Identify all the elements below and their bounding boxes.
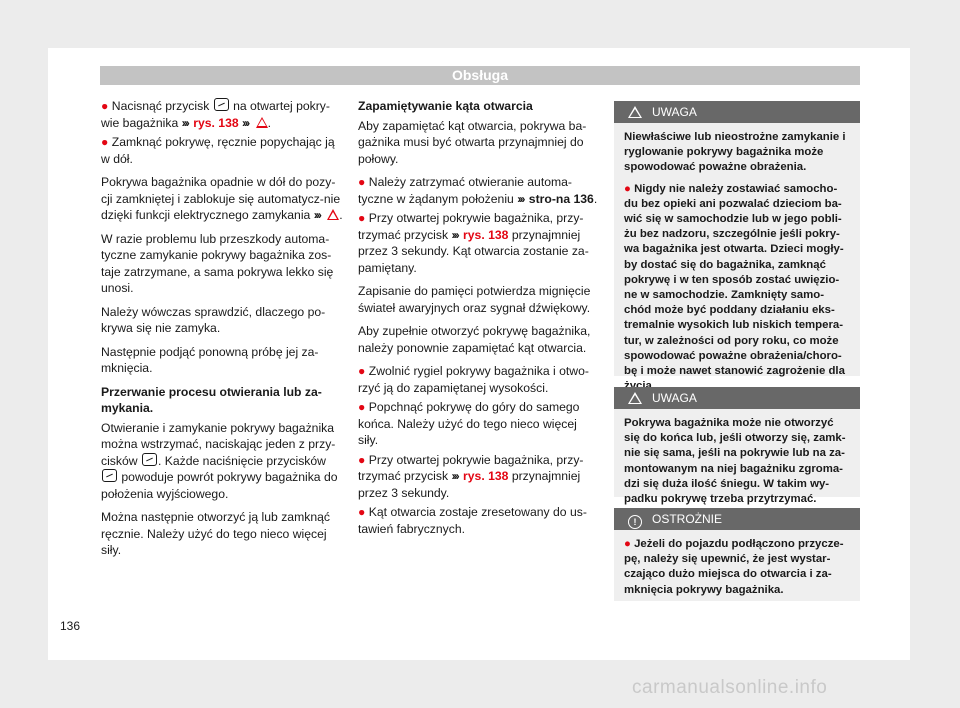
tailgate-button-icon [142, 453, 157, 466]
caution-box [614, 508, 860, 601]
tailgate-button-icon [102, 469, 117, 482]
page-number: 136 [60, 619, 81, 633]
warning-box-body: Niewłaściwe lub nieostrożne zamykanie i ryglowanie pokrywy bagażnika może spowodować poważne obrażenia. ● Nigdy nie należy zostawiać samocho-du bez opieki ani pozwalać dzieciom ba-wić się w samochodzie lub w jego pobli-żu bez nadzoru, szczególnie jeśli pokry-wa bagażnika jest otwarta. Dzieci mogły-by dostać się do bagażnika, zamknąć pokrywę i w ten sposób zostać uwięzio-ne w samochodzie. Zamknięty samo-chód może być poddany działaniu eks-tremalnie wysokich lub niskich tempera-tur, w zależności od pory roku, co może spowodować poważne obrażenia/choro-bę i może nawet stanowić zagrożenie dla [624, 131, 846, 378]
paragraph: Należy wówczas sprawdzić, dlaczego po-krywa się nie zamyka. [101, 304, 326, 335]
paragraph: Następnie podjąć ponowną próbę jej za-mknięcia. [101, 344, 319, 375]
warning-box-header: UWAGA [614, 101, 860, 123]
bullet-icon: ● [358, 505, 366, 519]
caution-box-body: ● Jeżeli do pojazdu podłączono przycze-pę, należy się upewnić, że jest wystar-czająco dużo miejsca do otwarcia i za-mknięcia pokrywy bagażnika. [624, 538, 844, 596]
arrow-icon: ››› [451, 227, 458, 242]
paragraph: W razie problemu lub przeszkody automa-tyczne zamykanie pokrywy bagażnika zos-taje zatrzymane, a sama pokrywa lekko się unosi. [101, 231, 334, 295]
arrow-icon: ››› [451, 469, 458, 483]
column-left [101, 98, 343, 566]
caution-box-header: ! OSTROŻNIE [614, 508, 860, 530]
warning-icon [327, 209, 339, 220]
bullet-icon: ● [358, 400, 366, 414]
bullet-icon: ● [358, 364, 366, 378]
arrow-icon: ››› [242, 115, 249, 130]
arrow-icon: ››› [517, 191, 524, 206]
subheading: Przerwanie procesu otwierania lub za-mykania. [101, 384, 322, 415]
warning-box-body: Pokrywa bagażnika może nie otworzyć się do końca lub, jeśli otworzy się, zamk-nie się sama, jeśli na pokrywie lub na za-montowanym na niej bagażniku zgroma-dzi się duża ilość śniegu. W takim wy-padku pokrywę trzeba przytrzymać. [624, 417, 846, 506]
list-item: ● Kąt otwarcia zostaje zresetowany do us-tawień fabrycznych. [358, 505, 587, 536]
warning-box-header: UWAGA [614, 387, 860, 409]
figure-link[interactable]: rys. 138 [463, 469, 509, 483]
bullet-icon: ● [358, 175, 366, 189]
arrow-icon: ››› [181, 115, 188, 130]
warning-icon [628, 392, 642, 404]
list-item: ● Zwolnić rygiel pokrywy bagażnika i otwo-rzyć ją do zapamiętanej wysokości. [358, 364, 589, 395]
list-item: ● Należy zatrzymać otwieranie automa-tyczne w żądanym położeniu ››› stro-na 136. [358, 175, 598, 206]
figure-link[interactable]: rys. 138 [193, 115, 239, 130]
section-header: Obsługa [100, 66, 860, 85]
paragraph: Zapisanie do pamięci potwierdza mignięcie świateł awaryjnych oraz sygnał dźwiękowy. [358, 284, 591, 315]
watermark: carmanualsonline.info [632, 677, 828, 698]
bullet-icon: ● [358, 452, 366, 467]
paragraph: Pokrywa bagażnika opadnie w dół do pozy-cji zamkniętej i zablokuje się automatycz-nie dzięki funkcji elektrycznego zamykania ››› . [101, 175, 343, 222]
list-item: ● Nacisnąć przycisk na otwartej pokry-wie bagażnika ››› rys. 138 ››› . [101, 99, 330, 130]
bullet-icon: ● [101, 135, 109, 149]
bullet-icon: ● [358, 211, 366, 225]
list-item: ● Przy otwartej pokrywie bagażnika, przy-trzymać przycisk ››› rys. 138 przynajmniej przez 3 sekundy. Kąt otwarcia zostanie za-pamiętany. [358, 211, 589, 275]
bullet-icon: ● [101, 99, 109, 113]
bullet-icon: ● [624, 538, 631, 550]
arrow-icon: ››› [313, 208, 320, 222]
subheading: Zapamiętywanie kąta otwarcia [358, 99, 533, 113]
column-middle [358, 98, 600, 544]
bullet-icon: ● [624, 182, 631, 195]
page-link[interactable]: stro-na 136 [528, 191, 594, 206]
paragraph: Aby zapamiętać kąt otwarcia, pokrywa ba-gażnika musi być otwarta przynajmniej do połowy. [358, 118, 587, 166]
paragraph: Aby zupełnie otworzyć pokrywę bagażnika, należy ponownie zapamiętać kąt otwarcia. [358, 324, 591, 355]
warning-box [614, 387, 860, 506]
tailgate-button-icon [214, 98, 229, 111]
warning-box [614, 101, 860, 376]
list-item: ● Zamknąć pokrywę, ręcznie popychając ją w dół. [101, 135, 335, 166]
warning-icon [256, 117, 268, 128]
list-item: ● Popchnąć pokrywę do góry do samego końca. Należy użyć do tego nieco więcej siły. [358, 400, 580, 447]
paragraph: Otwieranie i zamykanie pokrywy bagażnika można wstrzymać, naciskając jeden z przy-cisków . Każde naciśnięcie przycisków powoduje powrót pokrywy bagażnika do położenia wyjściowego. [101, 420, 338, 501]
warning-icon [628, 106, 642, 118]
figure-link[interactable]: rys. 138 [463, 227, 509, 242]
list-item: ● Przy otwartej pokrywie bagażnika, przy-trzymać przycisk ››› rys. 138 przynajmniej przez 3 sekundy. [358, 452, 584, 500]
info-icon: ! [628, 515, 642, 529]
paragraph: Można następnie otworzyć ją lub zamknąć ręcznie. Należy użyć do tego nieco więcej siły. [101, 510, 330, 557]
